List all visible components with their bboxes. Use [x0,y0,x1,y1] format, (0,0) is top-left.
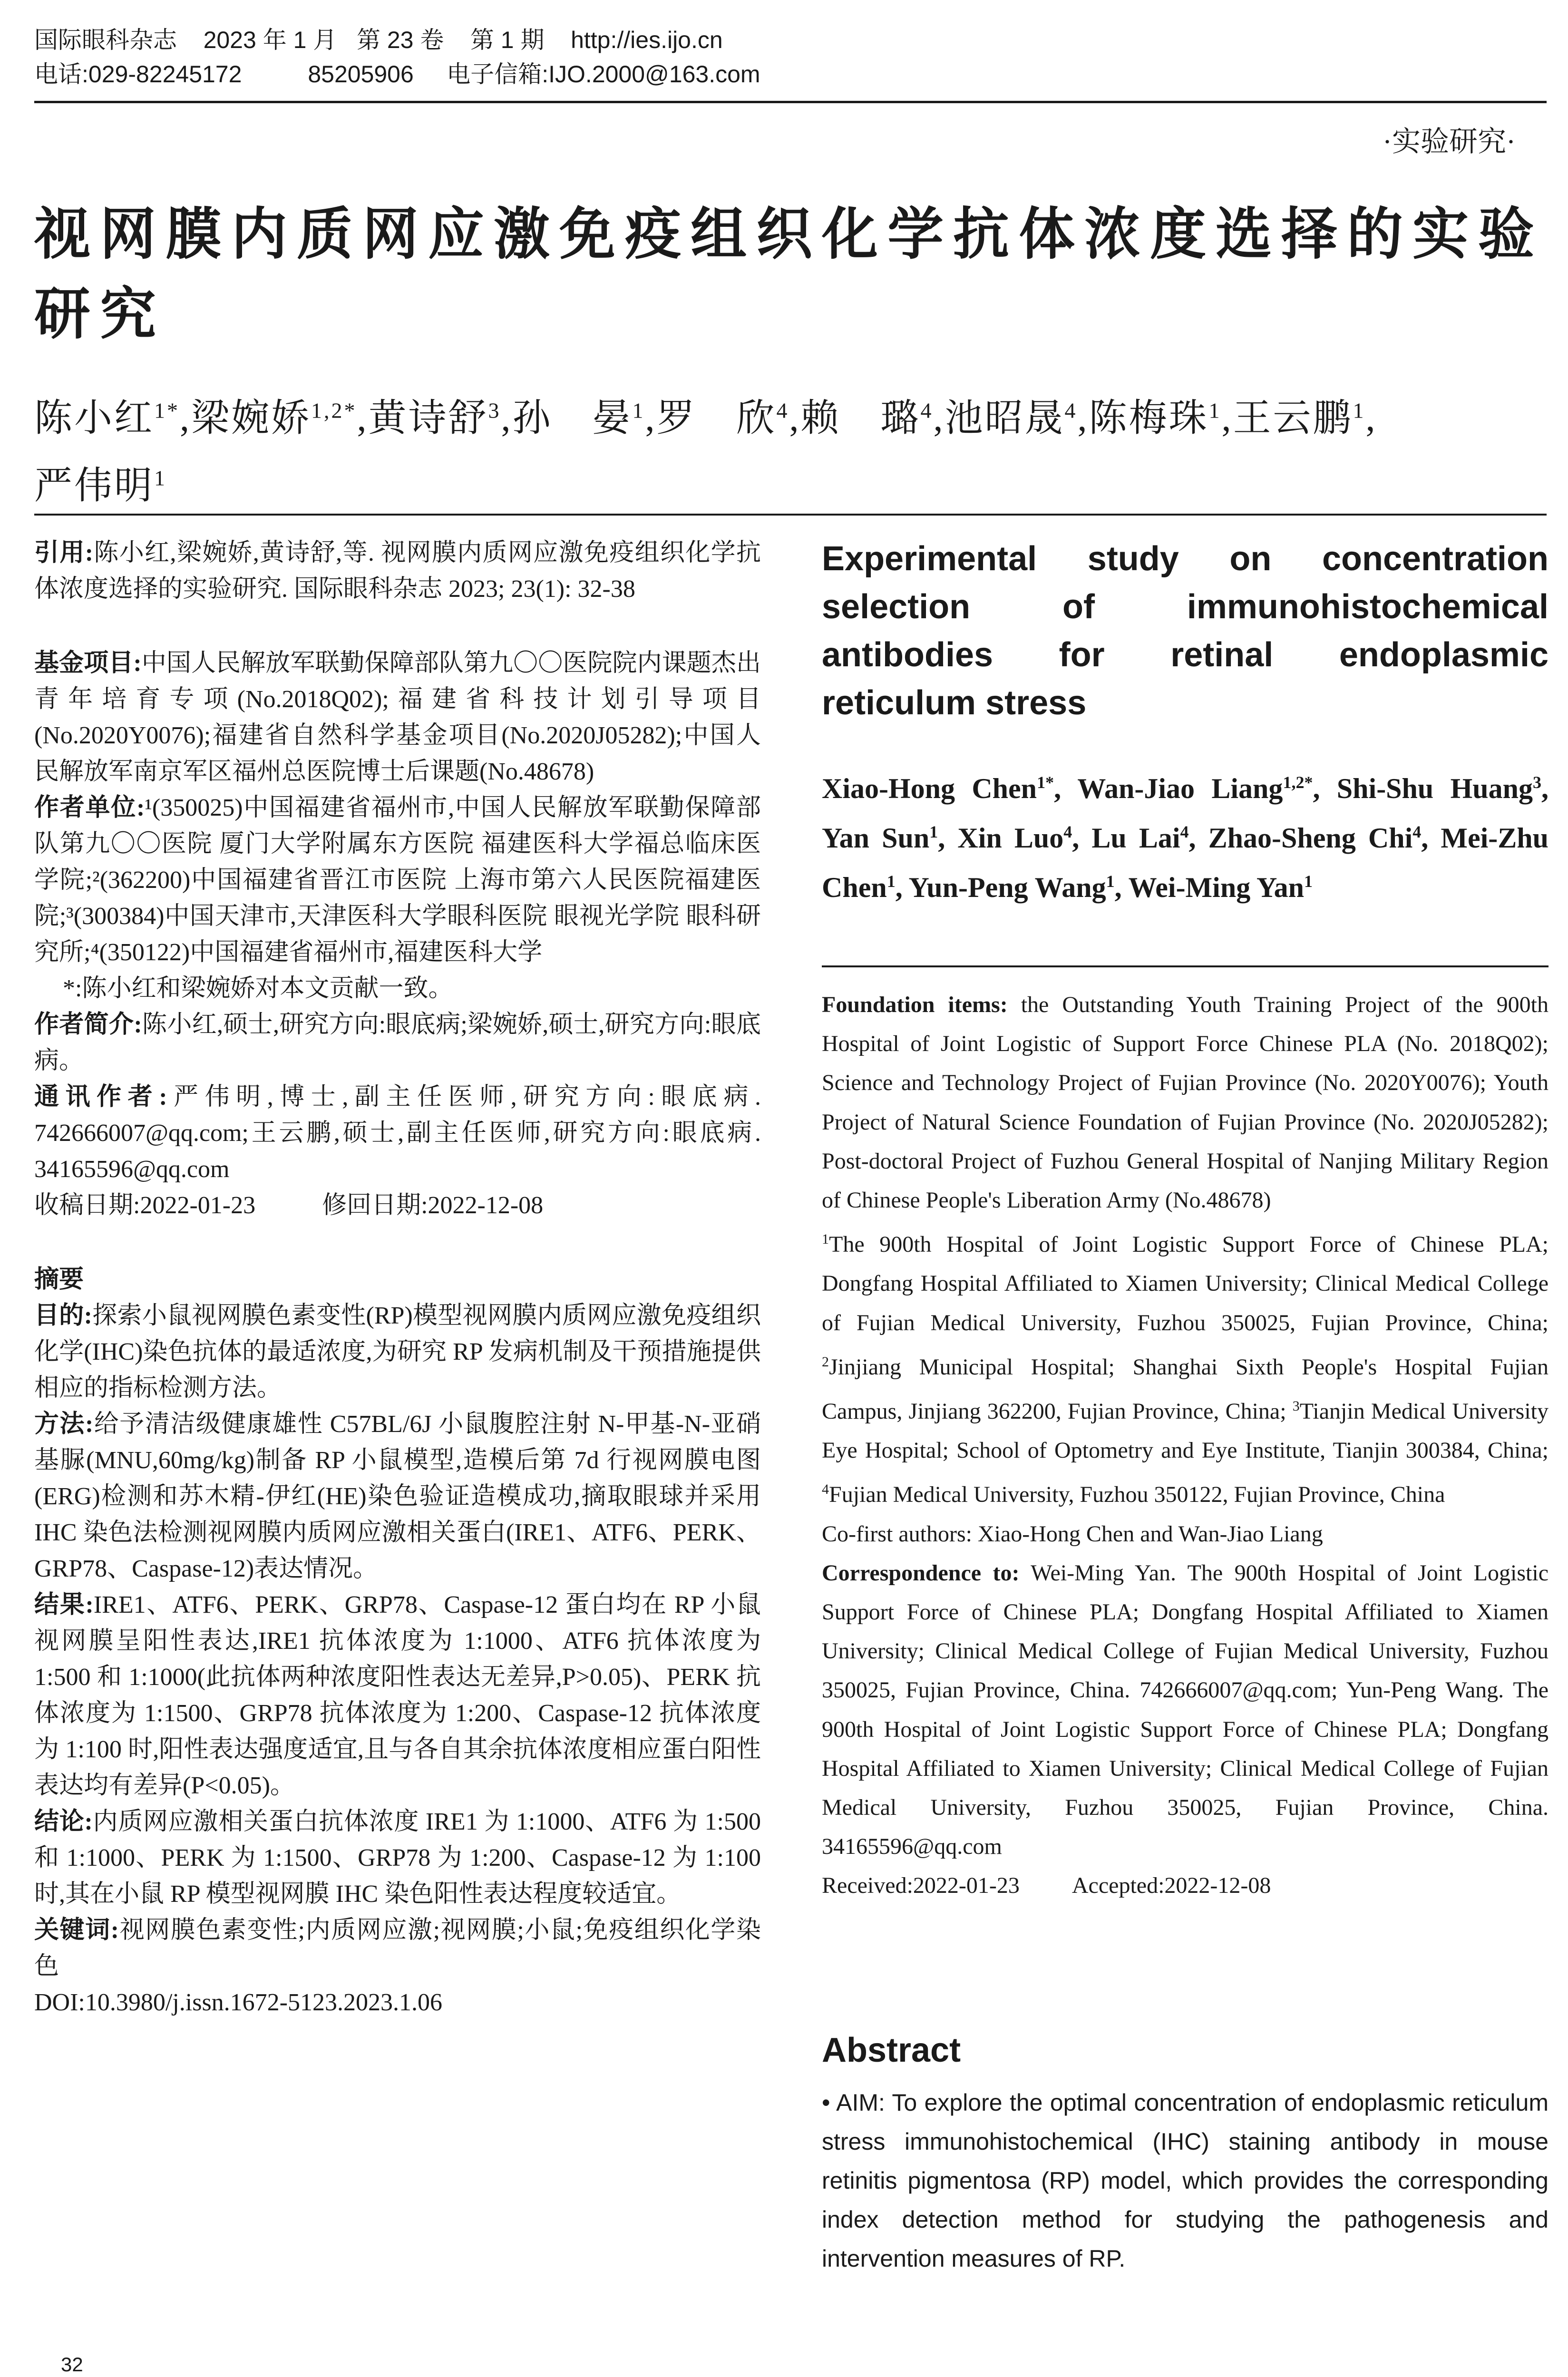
cofirst-authors-en: Co-first authors: Xiao-Hong Chen and Wan-Jiao Liang [822,1521,1323,1547]
author: Yan Sun$^1$ [822,822,938,854]
author: 池昭晟$^4$ [945,397,1078,439]
citation: 引用:陈小红,梁婉娇,黄诗舒,等. 视网膜内质网应激免疫组织化学抗体浓度选择的实验研究. 国际眼科杂志 2023; 23(1): 32-38 [34,539,761,603]
author: 严伟明$^1$ [34,465,167,507]
author: 罗 欣$^4$ [656,397,789,439]
english-title-line: reticulum stress [822,684,1087,722]
english-title [822,535,1549,727]
author: 王云鹏$^1$ [1233,397,1366,439]
abstract-heading-cn: 摘要 [34,1266,84,1293]
corresponding-author: 通讯作者:严伟明,博士,副主任医师,研究方向:眼底病. 742666007@qq.com;王云鹏,硕士,副主任医师,研究方向:眼底病. 34165596@qq.com [34,1083,761,1183]
english-metadata [822,985,1549,1906]
fund-items: 基金项目:中国人民解放军联勤保障部队第九〇〇医院院内课题杰出青年培育专项(No.2018Q02);福建省科技计划引导项目(No.2020Y0076);福建省自然科学基金项目(No.2020J05282);中国人民解放军南京军区福州总医院博士后课题(No.48678) [34,650,761,785]
author: Yun-Peng Wang$^1$ [908,872,1115,903]
foundation-items: Foundation items: the Outstanding Youth Training Project of the 900th Hospital of Joint Logistic of Support Force Chinese PLA (No. 2018Q02); Science and Technology Project of Fujian Province (No. 2020Y0076); Youth Project of Natural Science Foundation of Fujian Province (No. 2020J05282); Post-doctoral Project of Fuzhou General Hospital of Nanjing Military Region of Chinese People's Liberation Army (No.48678) [822,992,1549,1213]
abstract-results: 结果:IRE1、ATF6、PERK、GRP78、Caspase-12 蛋白均在 RP 小鼠视网膜呈阳性表达,IRE1 抗体浓度为 1:1000、ATF6 抗体浓度为 1:500 和 1:1000(此抗体两种浓度阳性表达无差异,P>0.05)、PERK 抗体浓度为 1:1500、GRP78 抗体浓度为 1:200、Caspase-12 抗体浓度为 1:100 时,阳性表达强度适宜,且与各自其余抗体浓度相应蛋白阳性表达均有差异(P<0.05)。 [34,1591,761,1799]
author: Xiao-Hong Chen$^{1*}$ [822,773,1054,804]
author-line-1: 陈小红$^{1*}$,梁婉娇$^{1,2*}$,黄诗舒$^3$,孙 晏$^1$,罗 欣$^4$,赖 璐$^4$,池昭晟$^4$,陈梅珠$^1$,王云鹏$^1$, [34,397,1377,439]
author: Lu Lai$^4$ [1091,822,1189,854]
author: 梁婉娇$^{1,2*}$ [191,397,357,439]
left-column [34,535,761,2021]
author: 陈小红$^{1*}$ [34,397,180,439]
correspondence: Correspondence to: Wei-Ming Yan. The 900th Hospital of Joint Logistic Support Force of Chinese PLA; Dongfang Hospital Affiliated to Xiamen University; Clinical Medical College of Fujian Medical University, Fuzhou 350025, Fujian Province, China. 742666007@qq.com; Yun-Peng Wang. The 900th Hospital of Joint Logistic Support Force of Chinese PLA; Dongfang Hospital Affiliated to Xiamen University; Clinical Medical College of Fujian Medical University, Fuzhou 350025, Fujian Province, China. 34165596@qq.com [822,1560,1549,1860]
section-divider [34,514,1547,516]
author: 赖 璐$^4$ [800,397,934,439]
author: Mei-Zhu Chen$^1$ [822,822,1549,903]
english-section-rule [822,965,1549,967]
author: Xin Luo$^4$ [957,822,1072,854]
dates-en: Received:2022-01-23 Accepted:2022-12-08 [822,1873,1271,1899]
author-intro: 作者简介:陈小红,硕士,研究方向:眼底病;梁婉娇,硕士,研究方向:眼底病。 [34,1011,761,1074]
article-title: 视网膜内质网应激免疫组织化学抗体浓度选择的实验研究 [34,204,1544,346]
journal-info-line: 国际眼科杂志 2023 年 1 月 第 23 卷 第 1 期 http://ies.ijo.cn [34,27,723,53]
dates: 收稿日期:2022-01-23 修回日期:2022-12-08 [34,1192,544,1219]
doi: DOI:10.3980/j.issn.1672-5123.2023.1.06 [34,1989,442,2016]
journal-header [34,23,1547,91]
author-list-cn [34,380,1547,516]
english-title-line: selection of immunohistochemical [822,588,1549,626]
header-rule [34,101,1547,103]
author: Wei-Ming Yan$^1$ [1128,872,1313,903]
author: 陈梅珠$^1$ [1089,397,1222,439]
abstract-methods: 方法:给予清洁级健康雄性 C57BL/6J 小鼠腹腔注射 N-甲基-N-亚硝基脲(MNU,60mg/kg)制备 RP 小鼠模型,造模后第 7d 行视网膜电图(ERG)检测和苏木精-伊红(HE)染色验证造模成功,摘取眼球并采用 IHC 染色法检测视网膜内质网应激相关蛋白(IRE1、ATF6、PERK、GRP78、Caspase-12)表达情况。 [34,1411,761,1582]
author: Shi-Shu Huang$^3$ [1336,773,1542,804]
author-units: 作者单位:¹(350025)中国福建省福州市,中国人民解放军联勤保障部队第九〇〇医院 厦门大学附属东方医院 福建医科大学福总临床医学院;²(362200)中国福建省晋江市医院 上海市第六人民医院福建医院;³(300384)中国天津市,天津医科大学眼科医院 眼视光学院 眼科研究所;⁴(350122)中国福建省福州市,福建医科大学 [34,794,761,966]
author-list-en: Xiao-Hong Chen$^{1*}$, Wan-Jiao Liang$^{1,2*}$, Shi-Shu Huang$^3$, Yan Sun$^1$, Xin Luo$^4$, Lu Lai$^4$, Zhao-Sheng Chi$^4$, Mei-Zhu Chen$^1$, Yun-Peng Wang$^1$, Wei-Ming Yan$^1$ [822,773,1549,903]
affiliations: $^1$The 900th Hospital of Joint Logistic Support Force of Chinese PLA; Dongfang Hospital Affiliated to Xiamen University; Clinical Medical College of Fujian Medical University, Fuzhou 350025, Fujian Province, China; $^2$Jinjiang Municipal Hospital; Shanghai Sixth People's Hospital Fujian Campus, Jinjiang 362200, Fujian Province, China; $^3$Tianjin Medical University Eye Hospital; School of Optometry and Eye Institute, Tianjin 300384, China; $^4$Fujian Medical University, Fuzhou 350122, Fujian Province, China [822,1231,1549,1508]
cofirst-note: *:陈小红和梁婉娇对本文贡献一致。 [63,975,453,1002]
keywords: 关键词:视网膜色素变性;内质网应激;视网膜;小鼠;免疫组织化学染色 [34,1917,761,1980]
abstract-aim-en: • AIM: To explore the optimal concentration of endoplasmic reticulum stress immunohistochemical (IHC) staining antibody in mouse retinitis pigmentosa (RP) model, which provides the corresponding index detection method for studying the pathogenesis and intervention measures of RP. [822,2089,1549,2272]
abstract-heading-en: Abstract [822,2031,961,2069]
abstract-aim: 目的:探索小鼠视网膜色素变性(RP)模型视网膜内质网应激免疫组织化学(IHC)染色抗体的最适浓度,为研究 RP 发病机制及干预措施提供相应的指标检测方法。 [34,1302,761,1402]
english-title-line: antibodies for retinal endoplasmic [822,636,1549,674]
author: Zhao-Sheng Chi$^4$ [1208,822,1422,854]
author-line-2 [34,448,1547,516]
english-title-line: Experimental study on concentration [822,540,1549,578]
contact-info-line: 电话:029-82245172 85205906 电子信箱:IJO.2000@163.com [34,61,760,88]
column-tag: ·实验研究· [1383,126,1516,157]
abstract-conclusion: 结论:内质网应激相关蛋白抗体浓度 IRE1 为 1:1000、ATF6 为 1:500 和 1:1000、PERK 为 1:1500、GRP78 为 1:200、Caspase-12 为 1:100 时,其在小鼠 RP 模型视网膜 IHC 染色阳性表达程度较适宜。 [34,1808,761,1908]
page-number: 32 [61,2353,83,2376]
author: Wan-Jiao Liang$^{1,2*}$ [1077,773,1313,804]
author: 黄诗舒$^3$ [368,397,501,439]
author: 孙 晏$^1$ [512,397,645,439]
